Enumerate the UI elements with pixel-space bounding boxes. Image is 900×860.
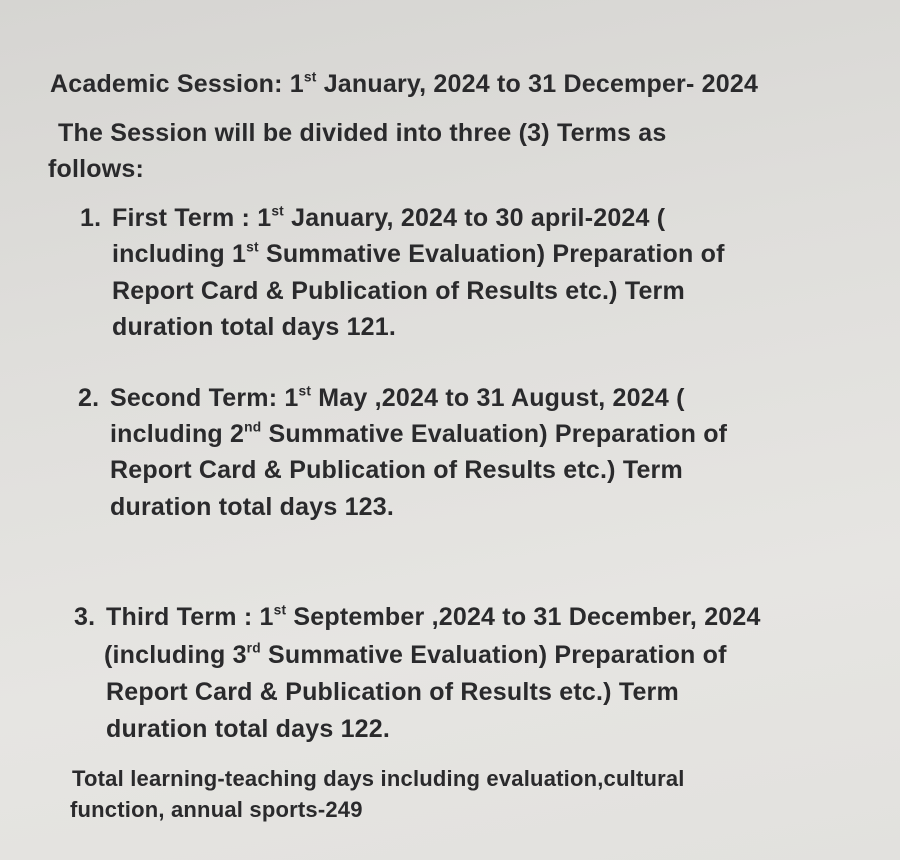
term-line-2: including 2nd Summative Evaluation) Preparation of: [110, 419, 728, 448]
term-line-1: Third Term : 1st September ,2024 to 31 December, 2024: [106, 602, 761, 631]
term-line-2: (including 3rd Summative Evaluation) Preparation of: [104, 640, 727, 669]
total-line-1: Total learning-teaching days including evaluation,cultural: [72, 766, 685, 791]
term-line-1: First Term : 1st January, 2024 to 30 april-2024 (: [112, 203, 666, 232]
term-line-3: Report Card & Publication of Results etc.) Term: [112, 277, 685, 305]
session-sup: st: [303, 69, 317, 85]
intro-line-1: The Session will be divided into three (3) Terms as: [58, 119, 667, 147]
term-line-4: duration total days 121.: [112, 313, 397, 341]
term-number: 1.: [80, 204, 102, 232]
session-heading: [50, 70, 758, 99]
intro-line-2: follows:: [48, 155, 145, 183]
total-line-2: function, annual sports-249: [70, 797, 363, 822]
term-number: 3.: [74, 603, 96, 631]
term-line-1: Second Term: 1st May ,2024 to 31 August, 2024 (: [110, 383, 685, 412]
term-line-4: duration total days 123.: [110, 493, 395, 521]
session-prefix: Academic Session: 1: [50, 70, 304, 98]
session-suffix: January, 2024 to 31 Decemper- 2024: [316, 70, 759, 98]
term-number: 2.: [78, 384, 100, 412]
term-line-3: Report Card & Publication of Results etc.) Term: [106, 678, 679, 706]
term-line-2: including 1st Summative Evaluation) Preparation of: [112, 239, 725, 268]
term-line-4: duration total days 122.: [106, 715, 391, 743]
term-line-3: Report Card & Publication of Results etc.) Term: [110, 456, 683, 484]
